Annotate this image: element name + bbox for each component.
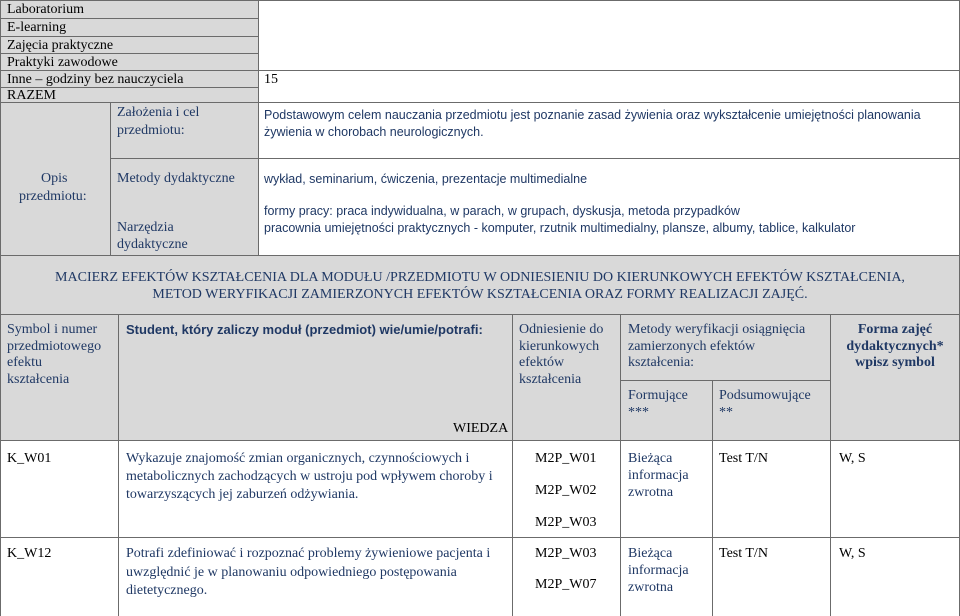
- header-odniesienie-1: Odniesienie do: [519, 322, 604, 337]
- row1-text-3: towarzyszących jej zaburzeń odżywiania.: [126, 487, 359, 502]
- narzedzia-label-1: Narzędzia: [117, 220, 174, 235]
- inne-hours-value: 15: [264, 72, 278, 87]
- row-label-zajecia: Zajęcia praktyczne: [7, 38, 114, 53]
- zalozenia-text-1: Podstawowym celem nauczania przedmiotu jest poznanie zasad żywienia oraz wykształcenie umiejętności planowania: [264, 108, 921, 122]
- header-symbol-1: Symbol i numer: [7, 322, 98, 337]
- header-odniesienie-2: kierunkowych: [519, 339, 600, 354]
- header-symbol-3: efektu: [7, 355, 42, 370]
- opis-label-1: Opis: [41, 171, 68, 186]
- row1-symbol: K_W01: [7, 451, 52, 466]
- header-forma-3: wpisz symbol: [855, 355, 935, 370]
- row1-odniesienie-3: M2P_W03: [535, 515, 597, 530]
- zalozenia-text-2: żywienia w chorobach neurologicznych.: [264, 125, 484, 139]
- header-podsumowujace-1: Podsumowujące: [719, 388, 811, 403]
- header-formujace-1: Formujące: [628, 388, 688, 403]
- metody-label: Metody dydaktyczne: [117, 171, 235, 186]
- header-metody-wer-3: kształcenia:: [628, 355, 695, 370]
- header-formujace-2: ***: [628, 405, 649, 420]
- row-label-praktyki: Praktyki zawodowe: [7, 55, 118, 70]
- opis-label-2: przedmiotu:: [19, 189, 87, 204]
- row1-forma: W, S: [839, 451, 866, 466]
- row1-text-1: Wykazuje znajomość zmian organicznych, czynnościowych i: [126, 451, 470, 466]
- row1-podsumowujace: Test T/N: [719, 451, 768, 466]
- header-metody-wer-2: zamierzonych efektów: [628, 339, 756, 354]
- row-label-elearning: E-learning: [7, 20, 67, 35]
- header-forma-2: dydaktycznych*: [846, 339, 944, 354]
- row2-symbol: K_W12: [7, 546, 52, 561]
- row2-formujace-1: Bieżąca: [628, 546, 673, 561]
- zalozenia-label-2: przedmiotu:: [117, 123, 185, 138]
- row2-text-2: uwzględnić je w planowaniu odpowiedniego postępowania: [126, 565, 457, 580]
- row1-odniesienie-2: M2P_W02: [535, 483, 597, 498]
- row1-text-2: metabolicznych zachodzących w ustroju pod wpływem choroby i: [126, 469, 493, 484]
- header-symbol-2: przedmiotowego: [7, 339, 102, 354]
- header-student: Student, który zaliczy moduł (przedmiot) wie/umie/potrafi:: [126, 322, 483, 337]
- row1-formujace-3: zwrotna: [628, 485, 674, 500]
- row2-text-1: Potrafi zdefiniować i rozpoznać problemy żywieniowe pacjenta i: [126, 546, 491, 561]
- metody-text-1: wykład, seminarium, ćwiczenia, prezentacje multimedialne: [264, 172, 588, 186]
- narzedzia-text: pracownia umiejętności praktycznych - komputer, rzutnik multimedialny, plansze, albumy, tablice, kalkulator: [264, 221, 856, 235]
- row-label-inne: Inne – godziny bez nauczyciela: [7, 72, 184, 87]
- row1-formujace-2: informacja: [628, 468, 689, 483]
- row-label-razem: RAZEM: [7, 88, 56, 103]
- zalozenia-label-1: Założenia i cel: [117, 105, 200, 120]
- row2-formujace-3: zwrotna: [628, 580, 674, 595]
- header-forma-1: Forma zajęć: [857, 322, 933, 337]
- header-odniesienie-3: efektów: [519, 355, 565, 370]
- metody-text-2: formy pracy: praca indywidualna, w parach, w grupach, dyskusja, metoda przypadków: [264, 204, 740, 218]
- row-label-laboratorium: Laboratorium: [7, 2, 84, 17]
- row2-odniesienie-2: M2P_W07: [535, 577, 597, 592]
- header-wiedza: WIEDZA: [453, 421, 509, 436]
- header-odniesienie-4: kształcenia: [519, 372, 582, 387]
- row1-formujace-1: Bieżąca: [628, 451, 673, 466]
- header-symbol-4: kształcenia: [7, 372, 70, 387]
- header-podsumowujace-2: **: [719, 405, 733, 420]
- row1-odniesienie-1: M2P_W01: [535, 451, 597, 466]
- narzedzia-label-2: dydaktyczne: [117, 237, 188, 252]
- macierz-title-1: MACIERZ EFEKTÓW KSZTAŁCENIA DLA MODUŁU /PRZEDMIOTU W ODNIESIENIU DO KIERUNKOWYCH EFEKTÓW KSZTAŁCENIA,: [55, 270, 905, 285]
- header-metody-wer-1: Metody weryfikacji osiągnięcia: [628, 322, 806, 337]
- row2-text-3: dietetycznego.: [126, 583, 208, 598]
- row2-podsumowujace: Test T/N: [719, 546, 768, 561]
- macierz-title-2: METOD WERYFIKACJI ZAMIERZONYCH EFEKTÓW KSZTAŁCENIA ORAZ FORMY REALIZACJI ZAJĘĆ.: [152, 287, 808, 302]
- row2-formujace-2: informacja: [628, 563, 689, 578]
- row2-odniesienie-1: M2P_W03: [535, 546, 597, 561]
- row2-forma: W, S: [839, 546, 866, 561]
